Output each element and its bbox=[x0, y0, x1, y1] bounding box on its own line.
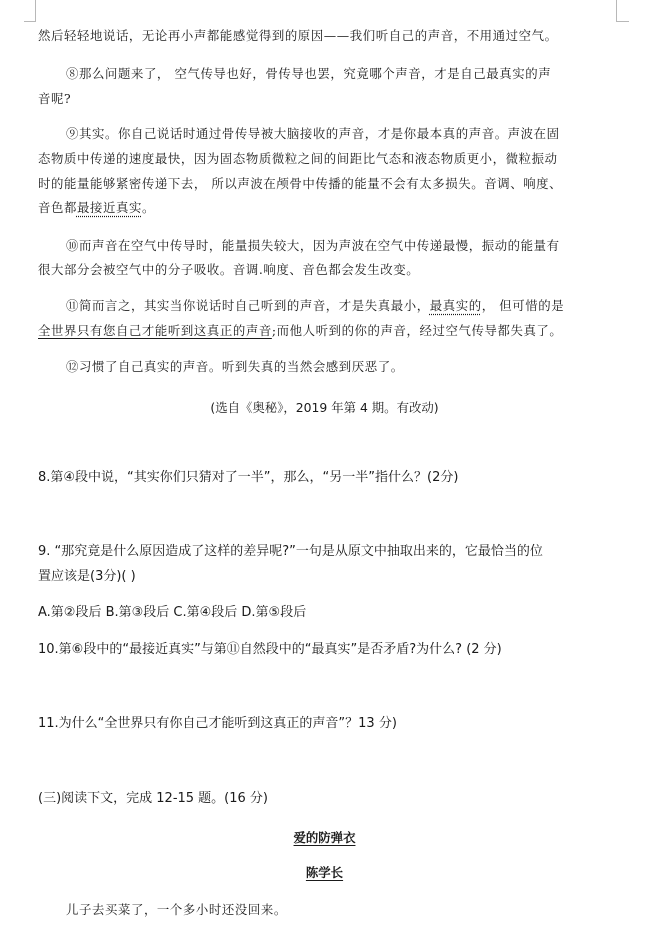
passage-source: (选自《奥秘》，2019 年第 4 期。有改动) bbox=[210, 400, 439, 415]
question-11: 11.为什么“全世界只有你自己才能听到这真正的声音”？13 分) bbox=[38, 716, 397, 731]
paragraph-9-line-1: ⑨其实。你自己说话时通过骨传导被大脑接收的声音，才是你最本真的声音。声波在固 bbox=[66, 126, 560, 141]
paragraph-9-line-4-end: 。 bbox=[141, 200, 155, 215]
paragraph-11-line-1-start: ⑪简而言之，其实当你说话时自己听到的声音，才是失真最小， bbox=[66, 298, 430, 313]
underlined-sentence: 全世界只有您自己才能听到这真正的声音 bbox=[38, 323, 272, 338]
paragraph-8-line-2: 音呢? bbox=[38, 91, 72, 106]
paragraph-9-line-3: 时的能量能够紧密传递下去， 所以声波在颅骨中传播的能量不会有太多损失。音调、响度、 bbox=[38, 176, 563, 191]
paragraph-11-line-1 bbox=[66, 292, 626, 320]
paragraph-12: ⑫习惯了自己真实的声音。听到失真的当然会感到厌恶了。 bbox=[66, 359, 404, 374]
paragraph-9-line-4 bbox=[38, 194, 598, 222]
passage-line-top: 然后轻轻地说话，无论再小声都能感觉得到的原因——我们听自己的声音，不用通过空气。 bbox=[38, 28, 558, 43]
paragraph-8-line-1: ⑧那么问题来了， 空气传导也好，骨传导也罢，究竟哪个声音，才是自己最真实的声 bbox=[66, 66, 552, 81]
story-first-line: 儿子去买菜了，一个多小时还没回来。 bbox=[66, 902, 287, 917]
question-8: 8.第④段中说，“其实你们只猜对了一半”，那么，“另一半”指什么？(2分) bbox=[38, 470, 459, 485]
question-10: 10.第⑥段中的“最接近真实”与第⑪自然段中的“最真实”是否矛盾?为什么? (2 分) bbox=[38, 642, 502, 657]
story-author-text: 陈学长 bbox=[305, 865, 344, 880]
question-9-options: A.第②段后 B.第③段后 C.第④段后 D.第⑤段后 bbox=[38, 605, 307, 620]
story-title bbox=[0, 828, 649, 846]
dotted-phrase-closest-to-real: 最接近真实 bbox=[76, 200, 142, 215]
paragraph-10-line-1: ⑩而声音在空气中传导时，能量损失较大，因为声波在空气中传递最慢，振动的能量有 bbox=[66, 238, 560, 253]
page-corner-mark-left bbox=[35, 0, 36, 22]
story-title-text: 爱的防弹衣 bbox=[293, 830, 356, 845]
paragraph-11-line-2 bbox=[38, 317, 598, 345]
section-3-heading: (三)阅读下文，完成 12-15 题。(16 分) bbox=[38, 791, 269, 806]
paragraph-9-line-4-start: 音色都 bbox=[38, 200, 77, 215]
story-author bbox=[0, 863, 649, 881]
paragraph-10-line-2: 很大部分会被空气中的分子吸收。音调.响度、音色都会发生改变。 bbox=[38, 262, 420, 277]
page-corner-mark-right-h bbox=[617, 21, 629, 22]
dotted-phrase-most-real: 最真实的 bbox=[429, 298, 482, 313]
question-9-line-1: 9. “那究竟是什么原因造成了这样的差异呢?”一句是从原文中抽取出来的，它最恰当的位 bbox=[38, 544, 543, 559]
paragraph-11-line-1-end: ， 但可惜的是 bbox=[481, 298, 565, 313]
question-9-line-2: 置应该是(3分)( ) bbox=[38, 569, 136, 584]
page-corner-mark-right bbox=[616, 0, 617, 22]
page-corner-mark-left-h bbox=[24, 21, 36, 22]
paragraph-11-line-2-end: ;而他人听到的你的声音，经过空气传导都失真了。 bbox=[271, 323, 563, 338]
paragraph-9-line-2: 态物质中传递的速度最快，因为固态物质微粒之间的间距比气态和液态物质更小，微粒振动 bbox=[38, 151, 558, 166]
